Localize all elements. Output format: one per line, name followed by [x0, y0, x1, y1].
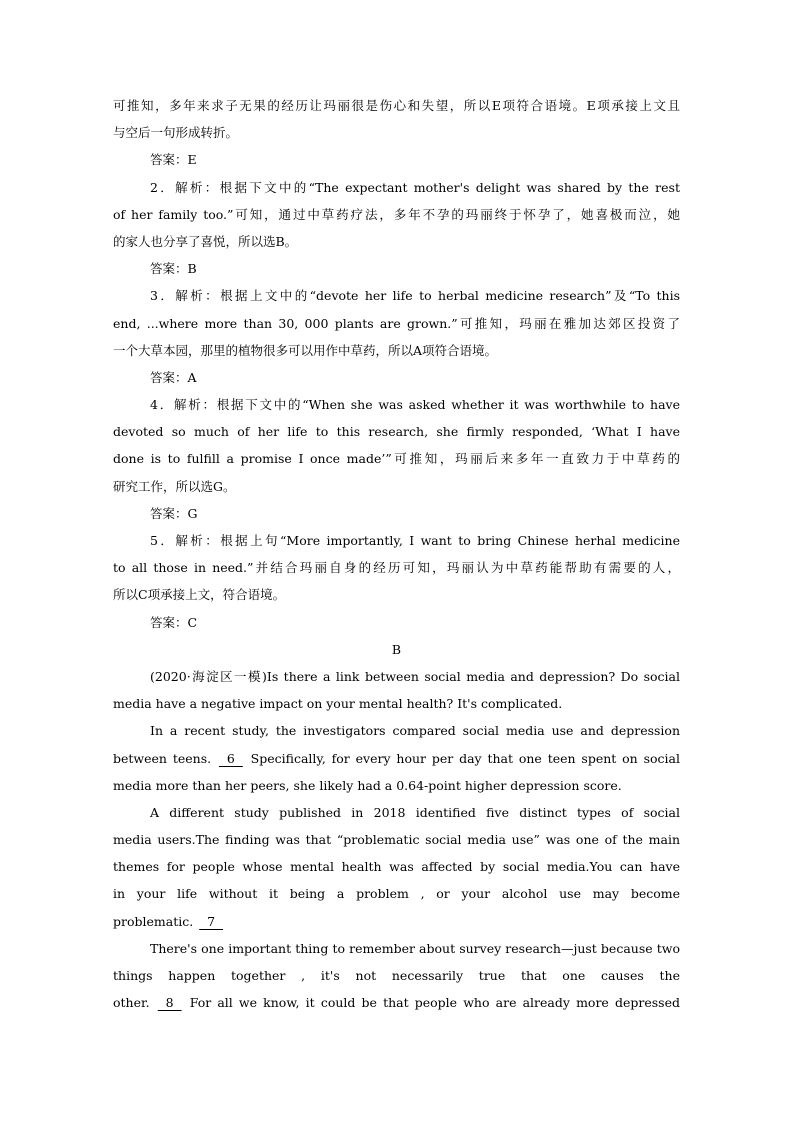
line-text: things happen together , it's not necessarily true that one causes the: [113, 968, 680, 983]
text-line: [113, 119, 680, 146]
line-text: 5．解析：根据上句“More importantly, I want to bring Chinese herhal medicine: [150, 533, 680, 548]
text-line: [113, 310, 680, 337]
text-line: [113, 581, 680, 608]
text-line: [113, 228, 680, 255]
line-text: themes for people whose mental health was affected by social media.You can have: [113, 859, 680, 875]
text-line: [113, 826, 680, 853]
text-line: [113, 337, 680, 364]
line-text: There's one important thing to remember about survey research—just because two: [150, 940, 680, 956]
text-line: [113, 935, 680, 962]
line-text: of her family too.”可知，通过中草药疗法，多年不孕的玛丽终于怀孕了，她喜极而泣，她: [113, 206, 680, 222]
text-line: [113, 772, 680, 799]
line-text: 研究工作，所以选G。: [113, 478, 236, 494]
line-text: In a recent study, the investigators compared social media use and depression: [150, 723, 680, 739]
text-line: [113, 962, 680, 989]
line-text: end, ...where more than 30, 000 plants are grown.”可推知，玛丽在雅加达郊区投资了: [113, 315, 680, 331]
line-text: 答案：E: [150, 152, 197, 168]
text-line: [113, 554, 680, 581]
text-line: [113, 989, 680, 1016]
answer-blank: 8: [157, 995, 182, 1011]
text-line: [113, 92, 680, 119]
line-text: other.: [113, 995, 150, 1011]
text-line: [113, 690, 680, 717]
text-line: [113, 174, 680, 201]
line-text: (2020·海淀区一模)Is there a link between social media and depression? Do social: [150, 668, 680, 684]
text-line: [113, 745, 680, 772]
text-line: [113, 527, 680, 554]
line-text: between teens.: [113, 750, 212, 766]
text-line: [113, 364, 680, 391]
line-text: 可推知，多年来求子无果的经历让玛丽很是伤心和失望，所以E项符合语境。E项承接上文且: [113, 98, 680, 113]
line-text: in your life without it being a problem , or your alcohol use may become: [113, 886, 680, 902]
line-text: 答案：C: [150, 614, 198, 630]
line-text: 2．解析：根据下文中的“The expectant mother's delight was shared by the rest: [150, 179, 680, 195]
text-line: [113, 445, 680, 472]
text-line: [113, 391, 680, 418]
line-text: to all those in need.”并结合玛丽自身的经历可知，玛丽认为中草药能帮助有需要的人，: [113, 560, 680, 576]
line-text: A different study published in 2018 identified five distinct types of social: [150, 804, 680, 820]
section-heading: B: [391, 641, 402, 657]
line-text: 与空后一句形成转折。: [113, 125, 239, 141]
line-text: Specifically, for every hour per day that one teen spent on social: [250, 750, 680, 766]
text-line: [113, 880, 680, 907]
line-text: 4．解析：根据下文中的“When she was asked whether it was worthwhile to have: [150, 397, 680, 413]
text-line: [113, 201, 680, 228]
text-line: [113, 609, 680, 636]
text-line: [113, 282, 680, 309]
line-text: devoted so much of her life to this research, she firmly responded, ‘What I have: [113, 424, 680, 440]
text-line: [113, 717, 680, 744]
line-text: 所以C项承接上文，符合语境。: [113, 587, 286, 603]
line-text: 答案：G: [150, 505, 198, 521]
text-line: [113, 255, 680, 282]
line-text: 3．解析：根据上文中的“devote her life to herbal medicine research”及“To this: [150, 288, 680, 304]
answer-blank: 6: [218, 750, 243, 766]
line-text: media more than her peers, she likely had a 0.64-point higher depression score.: [113, 777, 622, 793]
line-text: 答案：A: [150, 369, 197, 385]
text-line: [113, 908, 680, 935]
text-line: [113, 500, 680, 527]
text-line: [113, 663, 680, 690]
line-text: media users.The finding was that “problematic social media use” was one of the main: [113, 832, 680, 848]
document-page: [113, 92, 680, 1016]
line-text: media have a negative impact on your mental health? It's complicated.: [113, 696, 563, 712]
text-line: [113, 853, 680, 880]
line-text: 一个大草本园，那里的植物很多可以用作中草药，所以A项符合语境。: [113, 342, 498, 358]
text-line: [113, 636, 680, 663]
line-text: For all we know, it could be that people who are already more depressed: [189, 995, 680, 1011]
text-line: [113, 418, 680, 445]
line-text: done is to fulfill a promise I once made’”可推知，玛丽后来多年一直致力于中草药的: [113, 451, 680, 467]
line-text: problematic.: [113, 913, 194, 929]
line-text: 的家人也分享了喜悦，所以选B。: [113, 233, 298, 249]
text-line: [113, 146, 680, 173]
text-line: [113, 799, 680, 826]
text-line: [113, 473, 680, 500]
answer-blank: 7: [199, 913, 224, 929]
line-text: 答案：B: [150, 261, 197, 277]
